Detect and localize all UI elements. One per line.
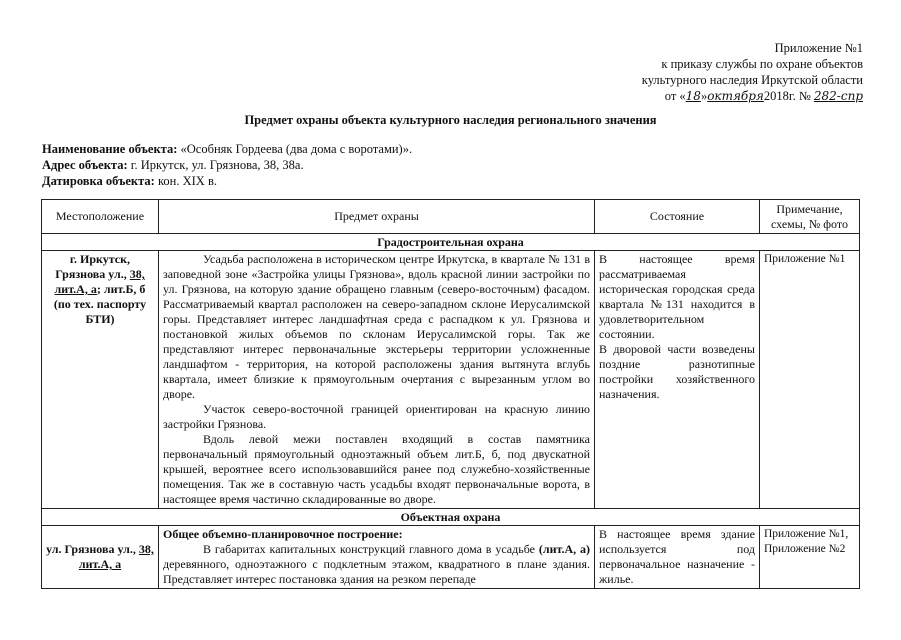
date-year: 2018г. № <box>763 89 811 103</box>
table-row <box>42 251 860 509</box>
date-month: октября <box>707 89 764 103</box>
object-address-line <box>42 157 412 173</box>
row2-p1-a: В габаритах капитальных конструкций главного дома в усадьбе <box>203 542 539 556</box>
header-state: Состояние <box>595 200 760 234</box>
object-dating-line <box>42 173 412 189</box>
order-number: 282-спр <box>813 89 863 103</box>
table-header-row <box>42 200 860 234</box>
row1-subject-p1: Усадьба расположена в историческом центре Иркутска, в квартале № 131 в заповедной зоне «Застройка улицы Грязнова», вдоль красной линии застройки по ул. Грязнова, на которую здание обращено главным (северо-восточным) фасадом. Рассматриваемый квартал расположен на северо-западном склоне Иерусалимской горы. Представляет интерес ландшафтная среда с распадком к ул. Грязнова и постановкой жилых объемов по склонам Иерусалимской горы. Так же представляют интерес первоначальные экстерьеры территории усложненные ландшафтом - территория, на которой расположены здания вытянута вглубь квартала, имеет близкие к прямоугольным очертания с вырезанным углом во дворе. <box>163 252 590 401</box>
date-mid: » <box>700 89 708 103</box>
row2-location-b: 38, лит.А, а <box>78 542 154 571</box>
object-address-value: г. Иркутск, ул. Грязнова, 38, 38а. <box>127 158 304 172</box>
appendix-date-line <box>543 88 863 104</box>
row1-location-c: ; лит.Б, б (по тех. паспорту БТИ) <box>53 282 147 326</box>
row2-subject <box>159 526 595 589</box>
object-meta <box>42 141 412 189</box>
object-dating-label: Датировка объекта: <box>42 174 155 188</box>
date-day: 18 <box>685 89 701 103</box>
protection-table <box>41 199 860 589</box>
header-subject: Предмет охраны <box>159 200 595 234</box>
row1-state-p1: В настоящее время рассматриваемая историческая городская среда квартала №131 находится в удовлетворительном состоянии. <box>599 252 755 341</box>
section-row-object <box>42 509 860 526</box>
object-name-line <box>42 141 412 157</box>
row1-state-p2: В дворовой части возведены поздние разнотипные постройки хозяйственного назначения. <box>599 342 755 401</box>
section-object-protection: Объектная охрана <box>42 509 860 526</box>
section-urban-protection: Градостроительная охрана <box>42 234 860 251</box>
row2-note: Приложение №1, Приложение №2 <box>760 526 860 589</box>
document-title: Предмет охраны объекта культурного наследия регионального значения <box>244 113 657 127</box>
row2-state: В настоящее время здание используется под первоначальное назначение - жилье. <box>595 526 760 589</box>
header-location: Местоположение <box>42 200 159 234</box>
row2-subject-p1 <box>163 542 590 587</box>
table-row <box>42 526 860 589</box>
row2-p1-b: (лит.А, а) <box>538 542 591 556</box>
row1-subject-p3: Вдоль левой межи поставлен входящий в состав памятника первоначальный прямоугольный одноэтажный объем лит.Б, б, под двускатной крышей, вероятнее всего использовавшийся ранее под служебно-хозяйственные помещения. Так же в составную часть усадьбы входят первоначальные ворота, в настоящее время частично складированные во дворе. <box>163 432 590 506</box>
row2-location-a: ул. Грязнова ул., <box>46 542 139 556</box>
row2-subject-heading: Общее объемно-планировочное построение: <box>163 527 403 541</box>
object-name-value: «Особняк Гордеева (два дома с воротами)». <box>177 142 413 156</box>
row1-location-a: г. Иркутск, Грязнова ул., <box>55 252 131 281</box>
date-prefix: от « <box>664 89 686 103</box>
section-row-urban <box>42 234 860 251</box>
header-note: Примечание, схемы, № фото <box>760 200 860 234</box>
appendix-block <box>543 40 863 104</box>
appendix-agency-line: культурного наследия Иркутской области <box>641 73 863 87</box>
appendix-order-line: к приказу службы по охране объектов <box>661 57 863 71</box>
row2-p1-c: деревянного, одноэтажного с подклетным этажом, квадратного в плане здания. Представляет интерес постановка здания на резком перепаде <box>163 557 590 586</box>
row1-subject-p2: Участок северо-восточной границей ориентирован на красную линию застройки Грязнова. <box>163 402 590 431</box>
row1-note: Приложение №1 <box>760 251 860 509</box>
row1-state <box>595 251 760 509</box>
row1-location <box>42 251 159 509</box>
row1-subject <box>159 251 595 509</box>
object-address-label: Адрес объекта: <box>42 158 128 172</box>
object-name-label: Наименование объекта: <box>42 142 178 156</box>
row2-location <box>42 526 159 589</box>
object-dating-value: кон. XIX в. <box>154 174 217 188</box>
appendix-title: Приложение №1 <box>774 41 863 55</box>
row1-location-b: 38, лит.А, а <box>54 267 145 296</box>
